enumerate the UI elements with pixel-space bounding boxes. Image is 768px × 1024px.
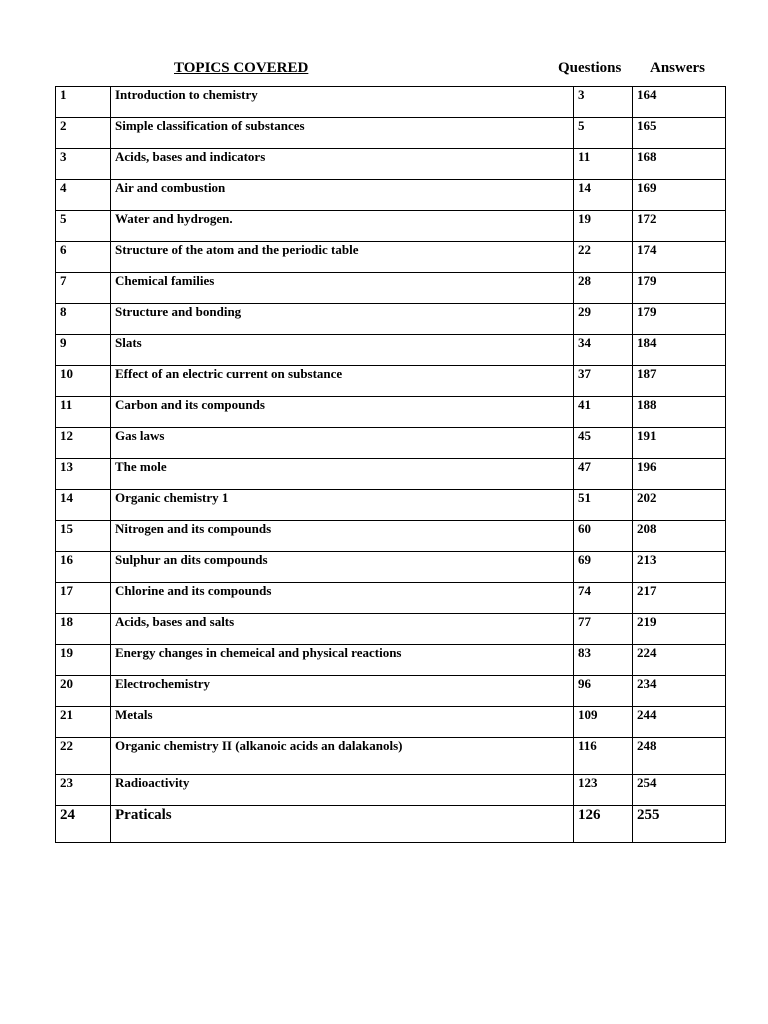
row-number: 9 — [56, 335, 111, 366]
table-row — [56, 738, 726, 775]
table-row — [56, 459, 726, 490]
answers-page: 255 — [633, 806, 726, 843]
table-row — [56, 118, 726, 149]
questions-page: 83 — [574, 645, 633, 676]
topic-name: Introduction to chemistry — [111, 87, 574, 118]
row-number: 17 — [56, 583, 111, 614]
questions-page: 69 — [574, 552, 633, 583]
questions-page: 22 — [574, 242, 633, 273]
topics-table — [55, 86, 726, 843]
page-title: TOPICS COVERED — [174, 60, 309, 76]
row-number: 11 — [56, 397, 111, 428]
table-row — [56, 366, 726, 397]
row-number: 16 — [56, 552, 111, 583]
table-row — [56, 242, 726, 273]
answers-page: 191 — [633, 428, 726, 459]
table-row — [56, 806, 726, 843]
questions-page: 51 — [574, 490, 633, 521]
row-number: 18 — [56, 614, 111, 645]
table-row — [56, 645, 726, 676]
topic-name: Slats — [111, 335, 574, 366]
answers-page: 188 — [633, 397, 726, 428]
row-number: 13 — [56, 459, 111, 490]
table-row — [56, 211, 726, 242]
row-number: 4 — [56, 180, 111, 211]
questions-page: 37 — [574, 366, 633, 397]
topic-name: Metals — [111, 707, 574, 738]
topic-name: Simple classification of substances — [111, 118, 574, 149]
questions-page: 116 — [574, 738, 633, 775]
table-row — [56, 775, 726, 806]
answers-page: 202 — [633, 490, 726, 521]
questions-page: 45 — [574, 428, 633, 459]
table-header — [0, 60, 768, 82]
questions-column-header: Questions — [558, 60, 622, 76]
answers-page: 187 — [633, 366, 726, 397]
table-row — [56, 552, 726, 583]
table-row — [56, 180, 726, 211]
table-row — [56, 614, 726, 645]
topic-name: Organic chemistry 1 — [111, 490, 574, 521]
table-row — [56, 428, 726, 459]
topic-name: Chlorine and its compounds — [111, 583, 574, 614]
questions-page: 77 — [574, 614, 633, 645]
table-row — [56, 87, 726, 118]
answers-page: 164 — [633, 87, 726, 118]
topic-name: Acids, bases and salts — [111, 614, 574, 645]
topic-name: Acids, bases and indicators — [111, 149, 574, 180]
answers-page: 254 — [633, 775, 726, 806]
answers-page: 174 — [633, 242, 726, 273]
questions-page: 34 — [574, 335, 633, 366]
questions-page: 29 — [574, 304, 633, 335]
topic-name: Chemical families — [111, 273, 574, 304]
answers-page: 219 — [633, 614, 726, 645]
topic-name: Gas laws — [111, 428, 574, 459]
answers-page: 196 — [633, 459, 726, 490]
row-number: 23 — [56, 775, 111, 806]
questions-page: 47 — [574, 459, 633, 490]
row-number: 14 — [56, 490, 111, 521]
answers-page: 179 — [633, 273, 726, 304]
topic-name: Nitrogen and its compounds — [111, 521, 574, 552]
answers-page: 217 — [633, 583, 726, 614]
row-number: 20 — [56, 676, 111, 707]
answers-page: 172 — [633, 211, 726, 242]
row-number: 22 — [56, 738, 111, 775]
table-row — [56, 335, 726, 366]
row-number: 15 — [56, 521, 111, 552]
row-number: 21 — [56, 707, 111, 738]
answers-page: 168 — [633, 149, 726, 180]
answers-page: 179 — [633, 304, 726, 335]
questions-page: 14 — [574, 180, 633, 211]
topic-name: Carbon and its compounds — [111, 397, 574, 428]
row-number: 1 — [56, 87, 111, 118]
questions-page: 60 — [574, 521, 633, 552]
answers-page: 169 — [633, 180, 726, 211]
answers-page: 234 — [633, 676, 726, 707]
table-row — [56, 583, 726, 614]
answers-page: 224 — [633, 645, 726, 676]
topic-name: Praticals — [111, 806, 574, 843]
topic-name: Structure and bonding — [111, 304, 574, 335]
topic-name: Air and combustion — [111, 180, 574, 211]
table-row — [56, 273, 726, 304]
questions-page: 74 — [574, 583, 633, 614]
row-number: 2 — [56, 118, 111, 149]
questions-page: 11 — [574, 149, 633, 180]
answers-page: 248 — [633, 738, 726, 775]
questions-page: 41 — [574, 397, 633, 428]
row-number: 7 — [56, 273, 111, 304]
answers-column-header: Answers — [650, 60, 705, 76]
table-row — [56, 707, 726, 738]
table-row — [56, 149, 726, 180]
topic-name: Radioactivity — [111, 775, 574, 806]
table-row — [56, 521, 726, 552]
questions-page: 19 — [574, 211, 633, 242]
table-row — [56, 676, 726, 707]
topic-name: Structure of the atom and the periodic table — [111, 242, 574, 273]
row-number: 5 — [56, 211, 111, 242]
row-number: 19 — [56, 645, 111, 676]
row-number: 8 — [56, 304, 111, 335]
answers-page: 213 — [633, 552, 726, 583]
topic-name: Energy changes in chemeical and physical reactions — [111, 645, 574, 676]
questions-page: 28 — [574, 273, 633, 304]
row-number: 24 — [56, 806, 111, 843]
row-number: 12 — [56, 428, 111, 459]
row-number: 6 — [56, 242, 111, 273]
questions-page: 126 — [574, 806, 633, 843]
table-row — [56, 304, 726, 335]
topic-name: Water and hydrogen. — [111, 211, 574, 242]
questions-page: 5 — [574, 118, 633, 149]
answers-page: 244 — [633, 707, 726, 738]
topic-name: Organic chemistry II (alkanoic acids an dalakanols) — [111, 738, 574, 775]
table-row — [56, 490, 726, 521]
topic-name: Effect of an electric current on substance — [111, 366, 574, 397]
topic-name: Electrochemistry — [111, 676, 574, 707]
answers-page: 208 — [633, 521, 726, 552]
questions-page: 3 — [574, 87, 633, 118]
topic-name: The mole — [111, 459, 574, 490]
row-number: 3 — [56, 149, 111, 180]
answers-page: 184 — [633, 335, 726, 366]
questions-page: 123 — [574, 775, 633, 806]
questions-page: 109 — [574, 707, 633, 738]
row-number: 10 — [56, 366, 111, 397]
table-row — [56, 397, 726, 428]
questions-page: 96 — [574, 676, 633, 707]
answers-page: 165 — [633, 118, 726, 149]
topic-name: Sulphur an dits compounds — [111, 552, 574, 583]
